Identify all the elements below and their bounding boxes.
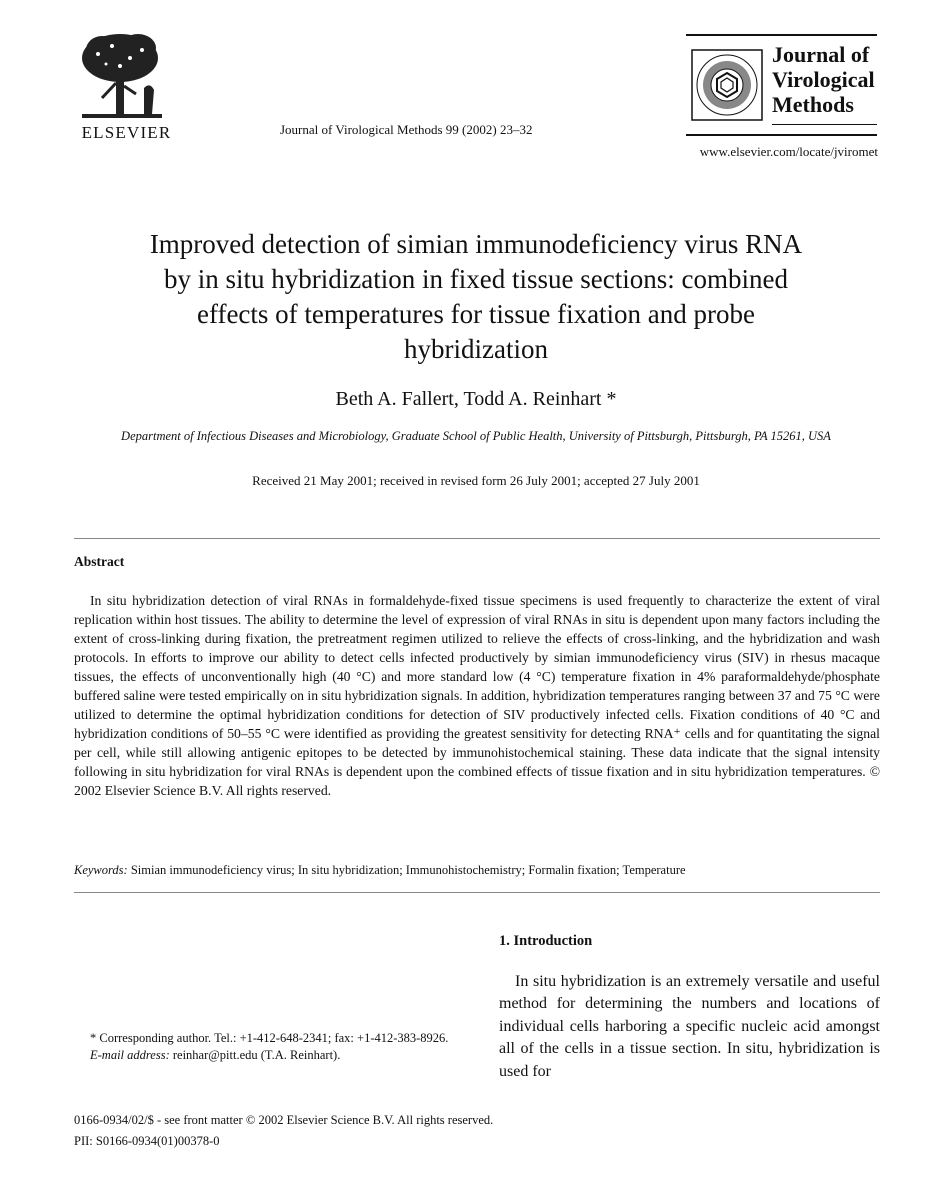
abstract-text: In situ hybridization detection of viral RNAs in formaldehyde-fixed tissue specimens is used frequently to characterize the extent of viral replication within host tissues. The ability to determine the level of expression of viral RNAs in situ is dependent upon many factors including the extent of cross-linking during fixation, the pretreatment regimen utilized to relieve the effects of cross-linking, and the hybridization and wash protocols. In efforts to improve our ability to detect cells infected productively by simian immunodeficiency virus (SIV) in rhesus macaque tissues, the effects of unconventionally high (40 °C) and more standard low (4 °C) temperature fixation in 4% paraformaldehyde/phosphate buffered saline were tested empirically on in situ hybridization signals. In addition, hybridization temperatures ranging between 37 and 75 °C were utilized to determine the optimal hybridization conditions for detection of SIV productively infected cells. Fixation conditions of 40 °C and hybridization conditions of 50–55 °C were identified as providing the greatest sensitivity for detecting RNA⁺ cells and for quantitating the signal per cell, while still allowing antigenic epitopes to be detected by immunohistochemical staining. These data indicate that the signal intensity following in situ hybridization for viral RNAs is dependent upon the combined effects of tissue fixation and in situ hybridization temperatures. © 2002 Elsevier Science B.V. All rights reserved. <box>74 593 880 798</box>
email-address[interactable]: reinhar@pitt.edu (T.A. Reinhart). <box>172 1048 341 1062</box>
keywords-text: Simian immunodeficiency virus; In situ hybridization; Immunohistochemistry; Formalin fixation; Temperature <box>130 863 686 877</box>
divider <box>74 538 880 539</box>
article-authors: Beth A. Fallert, Todd A. Reinhart * <box>335 388 617 410</box>
article-title <box>70 227 882 367</box>
pii-line: PII: S0166-0934(01)00378-0 <box>74 1134 220 1148</box>
introduction-heading: 1. Introduction <box>499 933 593 949</box>
title-line: hybridization <box>404 334 548 364</box>
keywords <box>74 863 880 878</box>
corresponding-author-note: * Corresponding author. Tel.: +1-412-648-2341; fax: +1-412-383-8926. <box>90 1031 449 1045</box>
elsevier-tree-logo <box>72 28 172 123</box>
keywords-label: Keywords: <box>74 863 128 877</box>
title-line: Improved detection of simian immunodeficiency virus RNA <box>149 229 803 259</box>
publisher-name: ELSEVIER <box>81 123 172 142</box>
journal-emblem-icon <box>690 48 764 122</box>
journal-box-title <box>772 42 877 117</box>
journal-box-line-3: Methods <box>772 92 854 117</box>
title-line: effects of temperatures for tissue fixation and probe <box>196 299 756 329</box>
journal-url[interactable]: www.elsevier.com/locate/jviromet <box>699 144 878 159</box>
journal-box-rule <box>772 124 877 125</box>
copyright-line: 0166-0934/02/$ - see front matter © 2002 Elsevier Science B.V. All rights reserved. <box>74 1113 494 1127</box>
journal-box-line-2: Virological <box>772 67 875 92</box>
divider <box>74 892 880 893</box>
abstract-heading: Abstract <box>74 554 125 569</box>
article-dates: Received 21 May 2001; received in revised form 26 July 2001; accepted 27 July 2001 <box>252 473 700 488</box>
journal-citation: Journal of Virological Methods 99 (2002) 23–32 <box>280 122 533 137</box>
title-line: by in situ hybridization in fixed tissue sections: combined <box>164 264 788 294</box>
author-affiliation: Department of Infectious Diseases and Microbiology, Graduate School of Public Health, University of Pittsburgh, Pittsburgh, PA 15261, USA <box>121 429 831 443</box>
introduction-text: In situ hybridization is an extremely versatile and useful method for determining the numbers and locations of individual cells harboring a specific nucleic acid amongst all of the cells in a tissue section. In situ, hybridization is used for <box>499 973 880 1080</box>
journal-title-box <box>686 34 877 136</box>
email-note <box>74 1047 462 1064</box>
page-footer <box>74 1110 493 1152</box>
email-label: E-mail address: <box>90 1048 170 1062</box>
corresponding-footnote <box>74 1030 462 1064</box>
journal-box-line-1: Journal of <box>772 42 870 67</box>
